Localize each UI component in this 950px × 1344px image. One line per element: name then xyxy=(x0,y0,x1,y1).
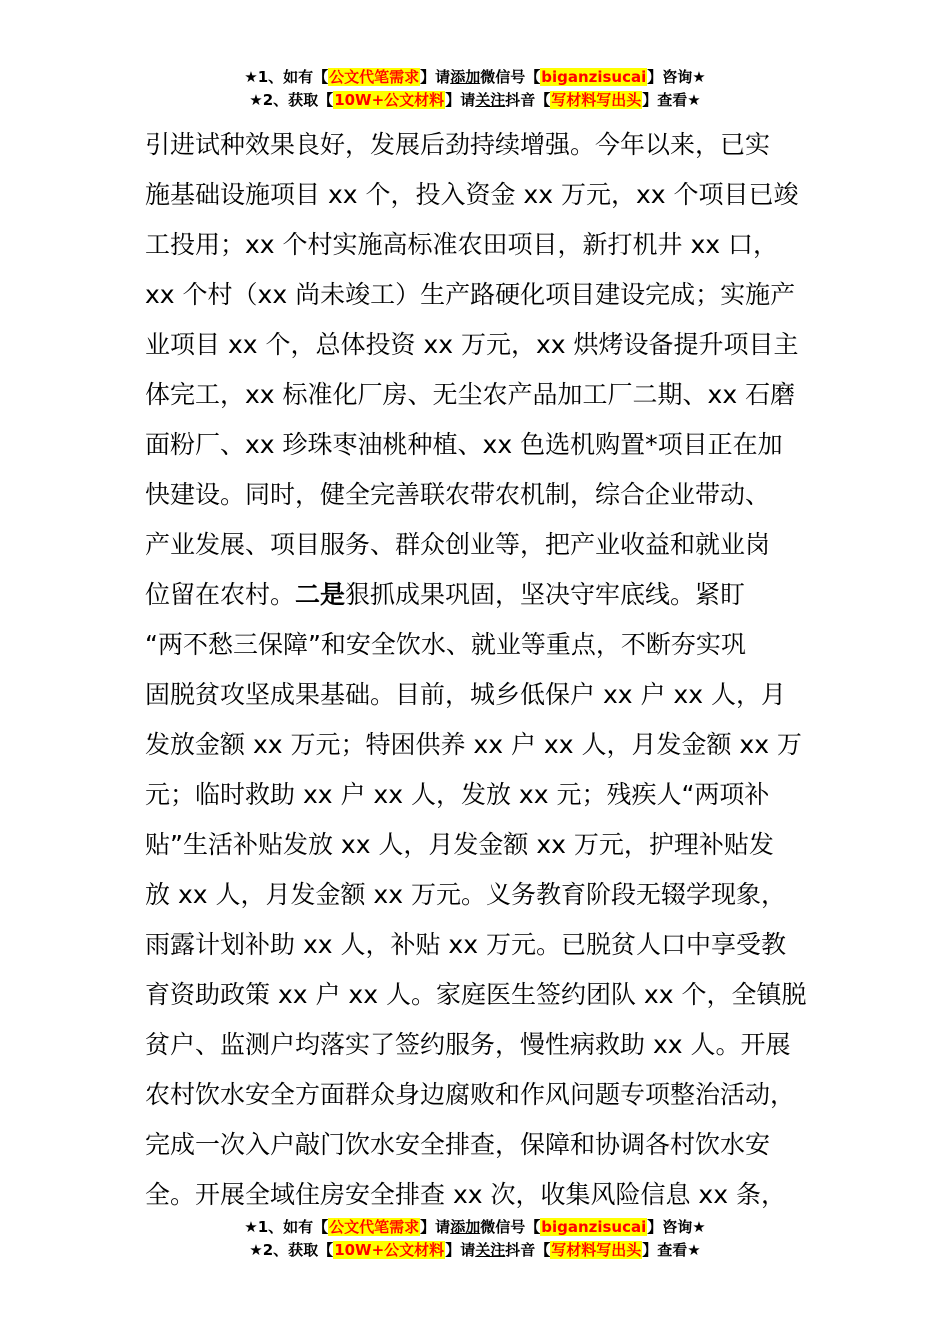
banner-text: 微信号【 xyxy=(480,1218,541,1236)
banner-text: ★1、如有【 xyxy=(244,1218,329,1236)
banner-highlight: 公文代笔需求 xyxy=(329,1218,420,1236)
banner-text: ★2、获取【 xyxy=(249,91,334,109)
text-line: xx 个村（xx 尚未竣工）生产路硬化项目建设完成；实施产 xyxy=(145,280,796,309)
banner-text: 】咨询★ xyxy=(647,68,706,86)
text-line: 快建设。同时，健全完善联农带农机制，综合企业带动、 xyxy=(145,480,771,509)
text-line: 农村饮水安全方面群众身边腐败和作风问题专项整治活动， xyxy=(145,1080,796,1109)
banner-text: 】查看★ xyxy=(642,1241,701,1259)
banner-highlight: 10W+公文材料 xyxy=(334,91,445,109)
banner-text: 】查看★ xyxy=(642,91,701,109)
text-line: 元；临时救助 xx 户 xx 人，发放 xx 元；残疾人“两项补 xyxy=(145,780,770,809)
banner-highlight: 公文代笔需求 xyxy=(329,68,420,86)
text-line: 雨露计划补助 xx 人，补贴 xx 万元。已脱贫人口中享受教 xyxy=(145,930,786,959)
text-line: 体完工，xx 标准化厂房、无尘农产品加工厂二期、xx 石磨 xyxy=(145,380,796,409)
banner-text: 】请 xyxy=(420,1218,451,1236)
text-line: 全。开展全域住房安全排查 xx 次，收集风险信息 xx 条， xyxy=(145,1180,786,1209)
banner-highlight: 写材料写出头 xyxy=(551,1241,642,1259)
banner-line-2 xyxy=(0,1239,950,1262)
text-line: 贴”生活补贴发放 xx 人，月发金额 xx 万元，护理补贴发 xyxy=(145,830,774,859)
text-line: 面粉厂、xx 珍珠枣油桃种植、xx 色选机购置*项目正在加 xyxy=(145,430,783,459)
banner-underlined: 添加 xyxy=(450,1218,481,1236)
text-line: 业项目 xx 个，总体投资 xx 万元，xx 烘烤设备提升项目主 xyxy=(145,330,799,359)
banner-text: ★2、获取【 xyxy=(249,1241,334,1259)
bottom-banner xyxy=(0,1216,950,1262)
banner-underlined: 关注 xyxy=(475,1241,506,1259)
banner-text: 】请 xyxy=(420,68,451,86)
text-line: 固脱贫攻坚成果基础。目前，城乡低保户 xx 户 xx 人，月 xyxy=(145,680,786,709)
banner-highlight: 写材料写出头 xyxy=(551,91,642,109)
banner-highlight: 10W+公文材料 xyxy=(334,1241,445,1259)
bold-lead: 二是 xyxy=(295,580,346,609)
banner-underlined: 添加 xyxy=(450,68,481,86)
text-line: 工投用；xx 个村实施高标准农田项目，新打机井 xx 口， xyxy=(145,230,779,259)
text-line: 完成一次入户敲门饮水安全排查，保障和协调各村饮水安 xyxy=(145,1130,771,1159)
banner-highlight: biganzisucai xyxy=(541,1218,647,1236)
banner-line-1 xyxy=(0,1216,950,1239)
text-line: 放 xx 人，月发金额 xx 万元。义务教育阶段无辍学现象， xyxy=(145,880,786,909)
banner-text: 】请 xyxy=(445,91,476,109)
text-line: 贫户、监测户均落实了签约服务，慢性病救助 xx 人。开展 xyxy=(145,1030,791,1059)
banner-text: 】咨询★ xyxy=(647,1218,706,1236)
text-line: 施基础设施项目 xx 个，投入资金 xx 万元，xx 个项目已竣 xyxy=(145,180,799,209)
text-line: 发放金额 xx 万元；特困供养 xx 户 xx 人，月发金额 xx 万 xyxy=(145,730,802,759)
banner-text: 】请 xyxy=(445,1241,476,1259)
top-banner xyxy=(0,66,950,112)
text-line xyxy=(145,570,825,620)
banner-underlined: 关注 xyxy=(475,91,506,109)
banner-highlight: biganzisucai xyxy=(541,68,647,86)
text-line: 引进试种效果良好，发展后劲持续增强。今年以来，已实 xyxy=(145,130,771,159)
text-run: 狠抓成果巩固，坚决守牢底线。紧盯 xyxy=(345,580,746,609)
text-line: 产业发展、项目服务、群众创业等，把产业收益和就业岗 xyxy=(145,530,771,559)
banner-line-1 xyxy=(0,66,950,89)
text-line: 育资助政策 xx 户 xx 人。家庭医生签约团队 xx 个，全镇脱 xyxy=(145,980,807,1009)
banner-text: 微信号【 xyxy=(480,68,541,86)
text-line: “两不愁三保障”和安全饮水、就业等重点，不断夯实巩 xyxy=(145,630,746,659)
document-body xyxy=(145,120,825,1220)
banner-text: 抖音【 xyxy=(505,1241,551,1259)
banner-line-2 xyxy=(0,89,950,112)
banner-text: 抖音【 xyxy=(505,91,551,109)
banner-text: ★1、如有【 xyxy=(244,68,329,86)
text-run: 位留在农村。 xyxy=(145,580,296,609)
